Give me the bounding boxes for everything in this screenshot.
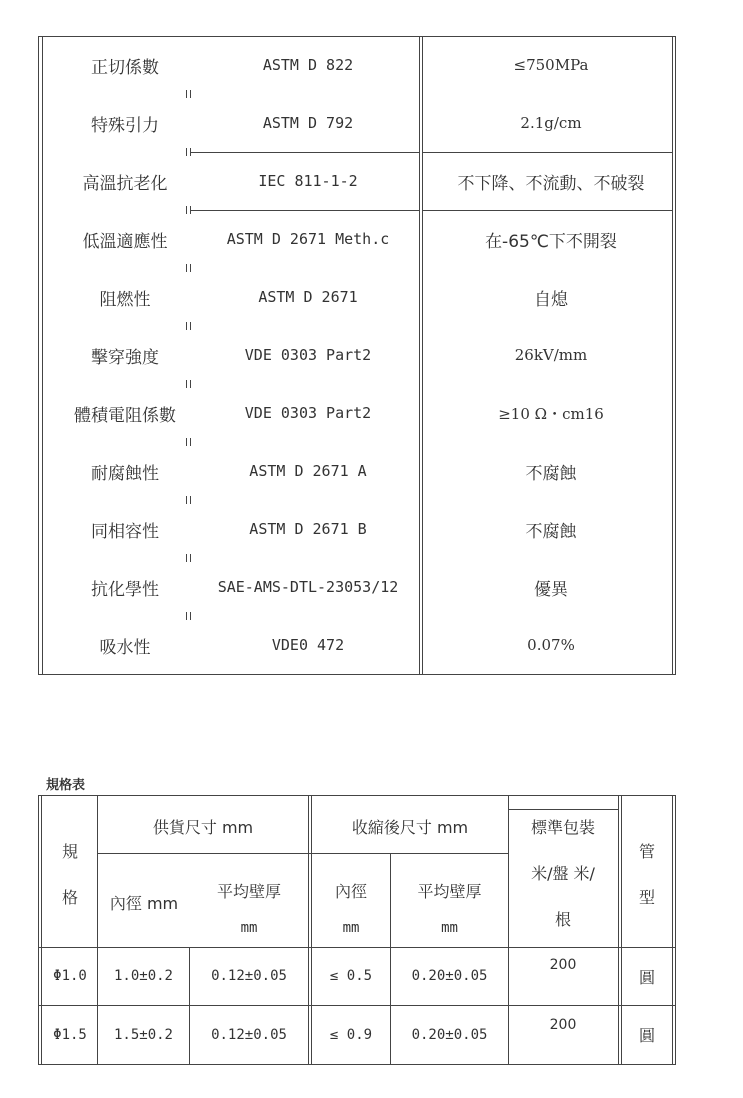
test-method: VDE0 472 bbox=[271, 636, 345, 654]
header-spec-2: 格 bbox=[61, 887, 78, 907]
row-2-inner: 1.5±0.2 bbox=[113, 1026, 173, 1043]
header-package-1: 標準包裝 bbox=[530, 817, 595, 837]
property-value: 優異 bbox=[534, 579, 568, 600]
property-row bbox=[38, 36, 676, 94]
test-method: VDE 0303 Part2 bbox=[244, 346, 372, 364]
row-2-spec: Φ1.5 bbox=[53, 1026, 87, 1043]
test-method: ASTM D 2671 bbox=[258, 288, 358, 306]
property-value: 26kV/mm bbox=[514, 346, 588, 364]
property-value: 不腐蝕 bbox=[525, 463, 577, 484]
property-name: 耐腐蝕性 bbox=[91, 463, 159, 484]
property-value: 不腐蝕 bbox=[525, 521, 577, 542]
header-wall-1: 平均壁厚 bbox=[216, 881, 281, 901]
header-inner-diameter: 內徑 mm bbox=[109, 893, 179, 913]
header-package-3: 根 bbox=[554, 909, 571, 929]
property-name: 體積電阻係數 bbox=[74, 405, 176, 426]
property-value: 2.1g/cm bbox=[520, 114, 582, 132]
header-spec-1: 規 bbox=[61, 841, 78, 861]
header-shrunk-inner-2: mm bbox=[342, 920, 360, 936]
header-wall-2: mm bbox=[240, 920, 258, 936]
header-shrunk-size: 收縮後尺寸 mm bbox=[351, 817, 469, 837]
property-row bbox=[38, 616, 676, 674]
property-name: 擊穿強度 bbox=[91, 347, 159, 368]
property-name: 抗化學性 bbox=[91, 579, 159, 600]
property-value: 在-65℃下不開裂 bbox=[485, 231, 617, 252]
property-value: ≥10 Ω・cm16 bbox=[498, 404, 604, 423]
header-shrunk-inner-1: 內徑 bbox=[334, 881, 367, 901]
row-2-wall: 0.12±0.05 bbox=[211, 1026, 287, 1043]
row-1-package: 200 bbox=[549, 957, 577, 973]
property-name: 特殊引力 bbox=[91, 115, 159, 136]
header-shrunk-wall-1: 平均壁厚 bbox=[417, 881, 482, 901]
property-row bbox=[38, 268, 676, 326]
test-method: ASTM D 822 bbox=[262, 56, 354, 74]
property-row bbox=[38, 94, 676, 152]
row-1-spec: Φ1.0 bbox=[53, 968, 87, 984]
property-row bbox=[38, 442, 676, 500]
property-row bbox=[38, 500, 676, 558]
property-row bbox=[38, 558, 676, 616]
test-method: ASTM D 2671 B bbox=[249, 520, 367, 538]
header-package-2: 米/盤 米/ bbox=[531, 863, 595, 883]
row-1-inner: 1.0±0.2 bbox=[113, 968, 173, 984]
row-2-shrunk-wall: 0.20±0.05 bbox=[411, 1026, 488, 1043]
property-row bbox=[38, 210, 676, 268]
property-name: 同相容性 bbox=[91, 521, 159, 542]
property-name: 阻燃性 bbox=[99, 289, 151, 310]
property-name: 低溫適應性 bbox=[82, 231, 168, 252]
test-method: VDE 0303 Part2 bbox=[244, 404, 372, 422]
row-2-package: 200 bbox=[549, 1017, 577, 1033]
header-supply-size: 供貨尺寸 mm bbox=[152, 817, 254, 837]
property-value: ≤750MPa bbox=[513, 56, 589, 74]
property-value: 不下降、不流動、不破裂 bbox=[457, 173, 645, 194]
header-tube-2: 型 bbox=[638, 887, 655, 907]
property-row bbox=[38, 384, 676, 442]
test-method: SAE-AMS-DTL-23053/12 bbox=[217, 578, 399, 596]
row-2-tube-type: 圓 bbox=[638, 1026, 655, 1045]
spec-table-title: 規格表 bbox=[46, 778, 86, 793]
property-name: 高溫抗老化 bbox=[82, 173, 168, 194]
property-name: 吸水性 bbox=[99, 637, 151, 658]
test-method: ASTM D 2671 A bbox=[249, 462, 367, 480]
test-method: ASTM D 2671 Meth.c bbox=[226, 230, 390, 248]
header-shrunk-wall-2: mm bbox=[441, 920, 458, 936]
test-method: ASTM D 792 bbox=[262, 114, 354, 132]
property-row bbox=[38, 326, 676, 384]
property-name: 正切係數 bbox=[91, 57, 159, 78]
property-value: 自熄 bbox=[534, 289, 568, 310]
properties-table bbox=[38, 36, 676, 677]
row-1-wall: 0.12±0.05 bbox=[211, 968, 287, 984]
row-2-shrunk-inner: ≤ 0.9 bbox=[329, 1026, 373, 1043]
property-row bbox=[38, 152, 676, 210]
row-1-tube-type: 圓 bbox=[638, 967, 655, 987]
property-value: 0.07% bbox=[527, 636, 575, 654]
header-tube-1: 管 bbox=[638, 841, 655, 861]
test-method: IEC 811-1-2 bbox=[258, 172, 358, 190]
row-1-shrunk-wall: 0.20±0.05 bbox=[411, 968, 488, 984]
row-1-shrunk-inner: ≤ 0.5 bbox=[329, 968, 373, 984]
spec-table bbox=[38, 795, 676, 1065]
